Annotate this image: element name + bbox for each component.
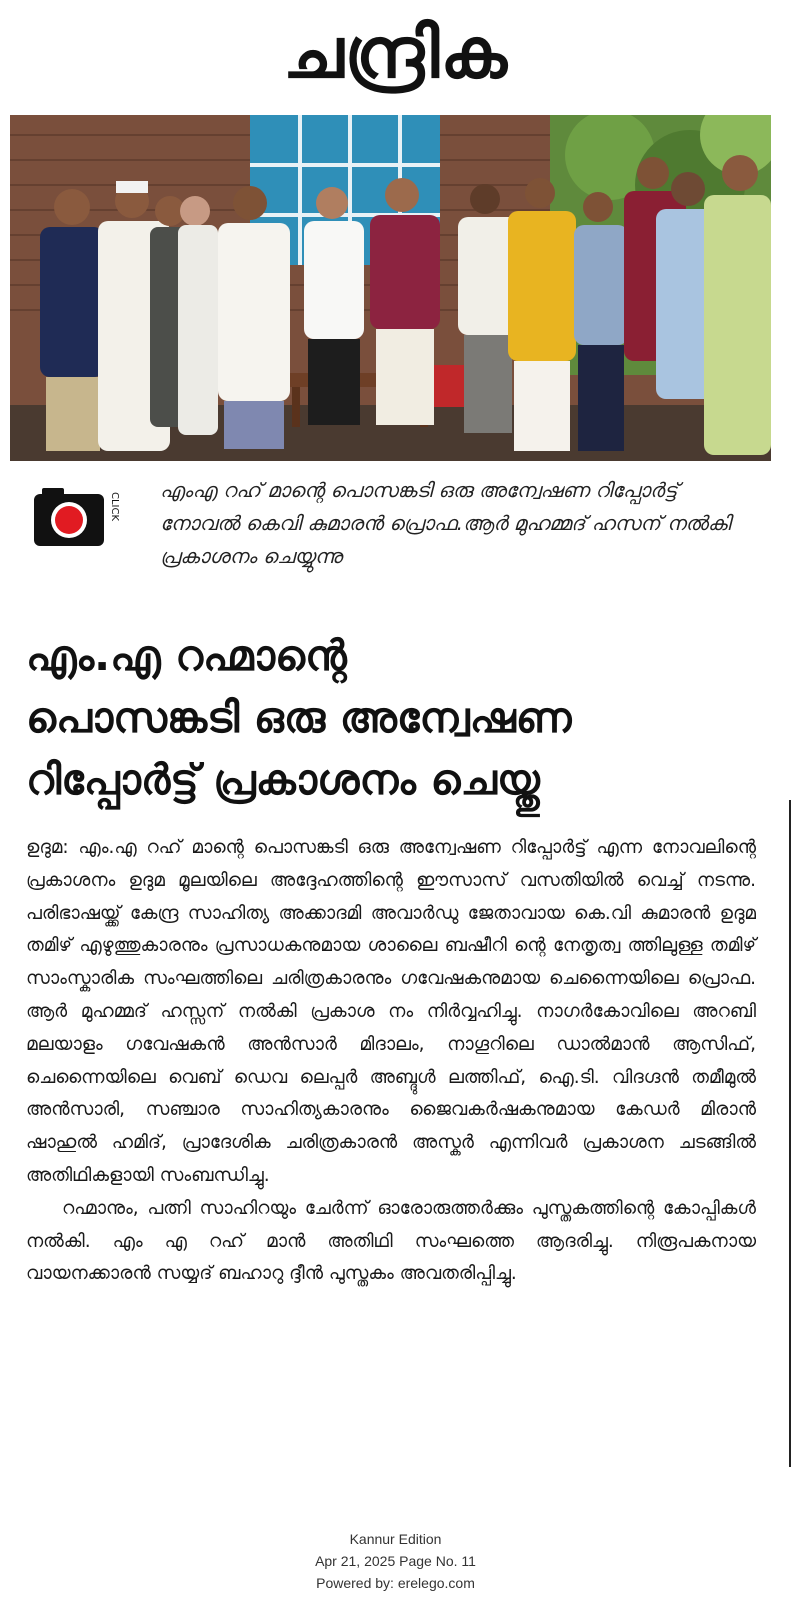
footer-date-page: Apr 21, 2025 Page No. 11 (315, 1553, 476, 1569)
headline-line-1: എം.എ റഹ്മാന്റെ (26, 631, 347, 680)
article-body (26, 832, 756, 1291)
camera-icon-label: CLICK (109, 492, 120, 522)
footer-powered: Powered by: erelego.com (316, 1575, 475, 1591)
photo-caption (10, 470, 771, 580)
article-paragraph-2: റഹ്മാനും, പത്നി സാഹിറയും ചേർന്ന് ഓരോരുത്തർക്കും പുസ്തകത്തിന്റെ കോപ്പികൾ നൽകി. എം എ റഹ് മാൻ അതിഥി സംഘത്തെ ആദരിച്ചു. നിരൂപകനായ വായനക്കാരൻ സയ്യദ് ബഹാറു ദ്ദീൻ പുസ്തകം അവതരിപ്പിച്ചു. (26, 1197, 756, 1285)
footer-edition: Kannur Edition (349, 1531, 442, 1547)
caption-text: എംഎ റഹ് മാന്റെ പൊസങ്കടി ഒരു അന്വേഷണ റിപ്പോർട്ട് നോവൽ കെവി കുമാരൻ പ്രൊഫ.ആർ മുഹമ്മദ് ഹസന് നൽകി പ്രകാശനം ചെയ്യുന്നു (160, 478, 731, 568)
footer (0, 1528, 791, 1594)
news-photo (10, 115, 771, 461)
headline-line-2: പൊസങ്കടി ഒരു അന്വേഷണ (26, 693, 572, 742)
article-paragraph-1: ഉദുമ: എം.എ റഹ് മാന്റെ പൊസങ്കടി ഒരു അന്വേഷണ റിപ്പോർട്ട് എന്ന നോവലിന്റെ പ്രകാശനം ഉദുമ മൂലയിലെ അദ്ദേഹത്തിന്റെ ഈസാസ് വസതിയിൽ വെച്ച് നടന്നു. പരിഭാഷയ്ക്ക് കേന്ദ്ര സാഹിത്യ അക്കാദമി അവാർഡു ജേതാവായ കെ.വി കുമാരൻ ഉദുമ തമിഴ് എഴുത്തുകാരനും പ്രസാധകനുമായ ശാലൈ ബഷീറി ന്റെ നേതൃത്വ ത്തിലുള്ള തമിഴ് സാംസ്കാരിക സംഘത്തിലെ ചരിത്രകാരനും ഗവേഷകനുമായ ചെന്നൈയിലെ പ്രൊഫ. ആർ മുഹമ്മദ് ഹസ്സന് നൽകി പ്രകാശ നം നിർവ്വഹിച്ചു. നാഗർകോവിലെ അറബി മലയാളം ഗവേഷകൻ അൻസാർ മിദാലം, നാഗൂറിലെ ഡാൽമാൻ ആസിഫ്, ചെന്നൈയിലെ വെബ് ഡെവ ലെപ്പർ അബ്ദുൾ ലത്തിഫ്, ഐ.ടി. വിദഗ്ദൻ തമീമുൽ അൻസാരി, സഞ്ചാര സാഹിത്യകാരനും ജൈവകർഷകനുമായ കേഡർ മിരാൻ ഷാഹുൽ ഹമിദ്, പ്രാദേശിക ചരിത്രകാരൻ അസ്കർ എന്നിവർ പ്രകാശന ചടങ്ങിൽ അതിഥികളായി സംബന്ധിച്ചു. (26, 837, 756, 1186)
headline (26, 625, 766, 811)
masthead (0, 0, 791, 105)
headline-line-3: റിപ്പോർട്ട് പ്രകാശനം ചെയ്തു (26, 755, 540, 804)
masthead-title: ചന്ദ്രിക (282, 11, 509, 94)
camera-icon (34, 486, 120, 550)
